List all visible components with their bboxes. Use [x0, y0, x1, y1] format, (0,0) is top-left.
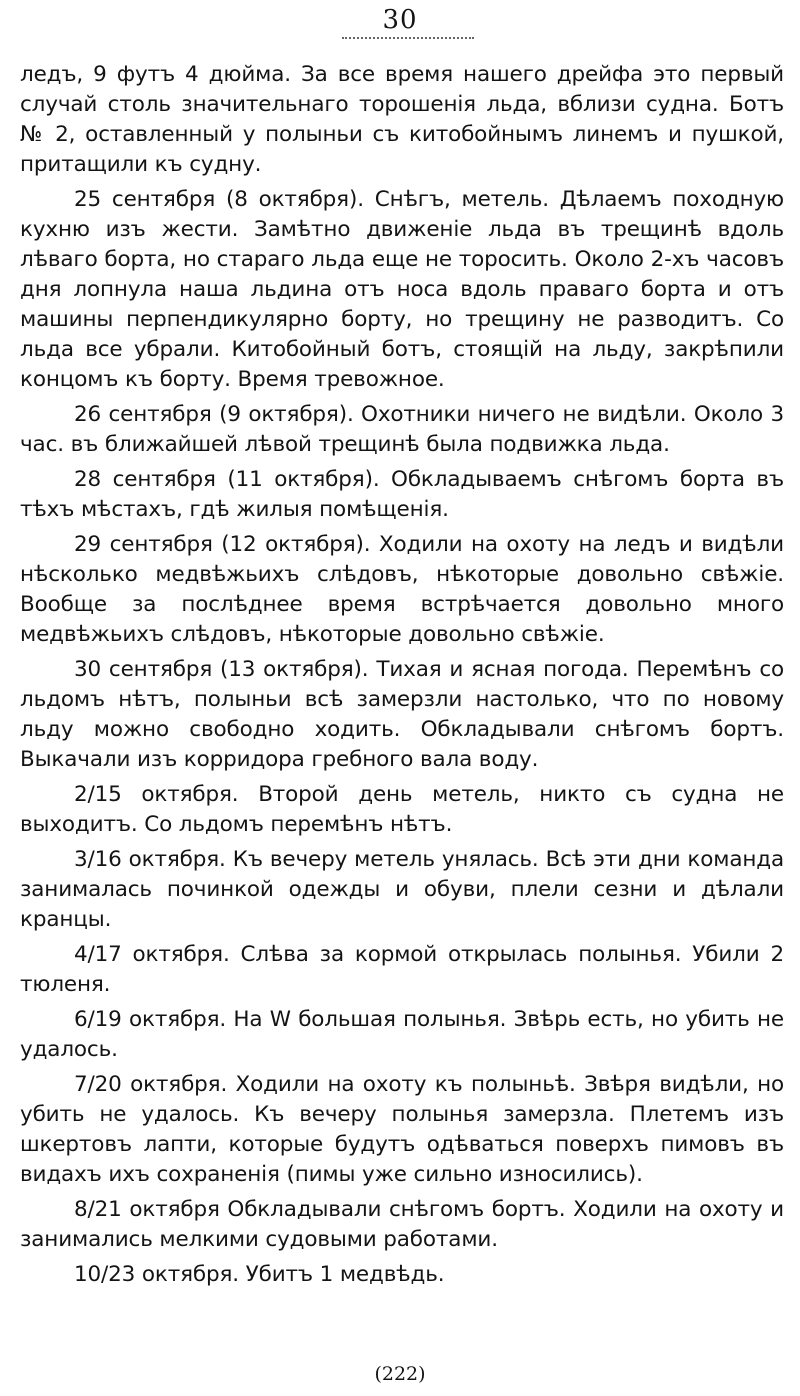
diary-entry-oct-7: 7/20 октября. Ходили на охоту къ полыньѣ. Звѣря видѣли, но убить не удалось. Къ вечеру полынья замерзла. Плетемъ изъ шкертовъ лапти, которые будутъ одѣваться поверхъ пимовъ въ видахъ ихъ сохраненія (пимы уже сильно износились). [20, 1072, 784, 1187]
diary-entry-sep-26: 26 сентября (9 октября). Охотники ничего не видѣли. Около 3 час. въ ближайшей лѣвой трещинѣ была подвижка льда. [20, 402, 784, 457]
footer-page-ref: (222) [374, 1363, 426, 1385]
text-body [20, 60, 784, 1295]
diary-entry-oct-4: 4/17 октября. Слѣва за кормой открылась полынья. Убили 2 тюленя. [20, 942, 784, 997]
diary-entry-sep-30: 30 сентября (13 октября). Тихая и ясная погода. Перемѣнъ со льдомъ нѣтъ, полыньи всѣ замерзли настолько, что по новому льду можно свободно ходить. Обкладывали снѣгомъ бортъ. Выкачали изъ корридора гребного вала воду. [20, 657, 784, 772]
diary-entry-oct-6: 6/19 октября. На W большая полынья. Звѣрь есть, но убить не удалось. [20, 1007, 784, 1062]
diary-entry-oct-10: 10/23 октября. Убитъ 1 медвѣдь. [74, 1262, 445, 1287]
diary-entry-sep-25: 25 сентября (8 октября). Снѣгъ, метель. Дѣлаемъ походную кухню изъ жести. Замѣтно движеніе льда въ трещинѣ вдоль лѣваго борта, но стараго льда еще не торосить. Около 2-хъ часовъ дня лопнула наша льдина отъ носа вдоль праваго борта и отъ машины перпендикулярно борту, но трещину не разводитъ. Со льда все убрали. Китобойный ботъ, стоящій на льду, закрѣпили концомъ къ борту. Время тревожное. [20, 187, 784, 392]
diary-entry-sep-29: 29 сентября (12 октября). Ходили на охоту на ледъ и видѣли нѣсколько медвѣжьихъ слѣдовъ, нѣкоторые довольно свѣжіе. Вообще за послѣднее время встрѣчается довольно много медвѣжьихъ слѣдовъ, нѣкоторые довольно свѣжіе. [20, 532, 784, 647]
page-number: 30 [382, 5, 418, 35]
diary-entry-oct-2: 2/15 октября. Второй день метель, никто съ судна не выходитъ. Со льдомъ перемѣнъ нѣтъ. [20, 782, 784, 837]
paragraph-continuation: ледъ, 9 футъ 4 дюйма. За все время нашего дрейфа это первый случай столь значительнаго торошенія льда, вблизи судна. Ботъ № 2, оставленный у полыньи съ китобойнымъ линемъ и пушкой, притащили къ судну. [20, 62, 784, 177]
diary-entry-oct-3: 3/16 октября. Къ вечеру метель унялась. Всѣ эти дни команда занималась починкой одежды и обуви, плели сезни и дѣлали кранцы. [20, 847, 784, 932]
diary-entry-sep-28: 28 сентября (11 октября). Обкладываемъ снѣгомъ борта въ тѣхъ мѣстахъ, гдѣ жилыя помѣщенія. [20, 467, 784, 522]
header-rule [342, 37, 474, 39]
diary-entry-oct-8: 8/21 октября Обкладывали снѣгомъ бортъ. Ходили на охоту и занимались мелкими судовыми работами. [20, 1197, 784, 1252]
